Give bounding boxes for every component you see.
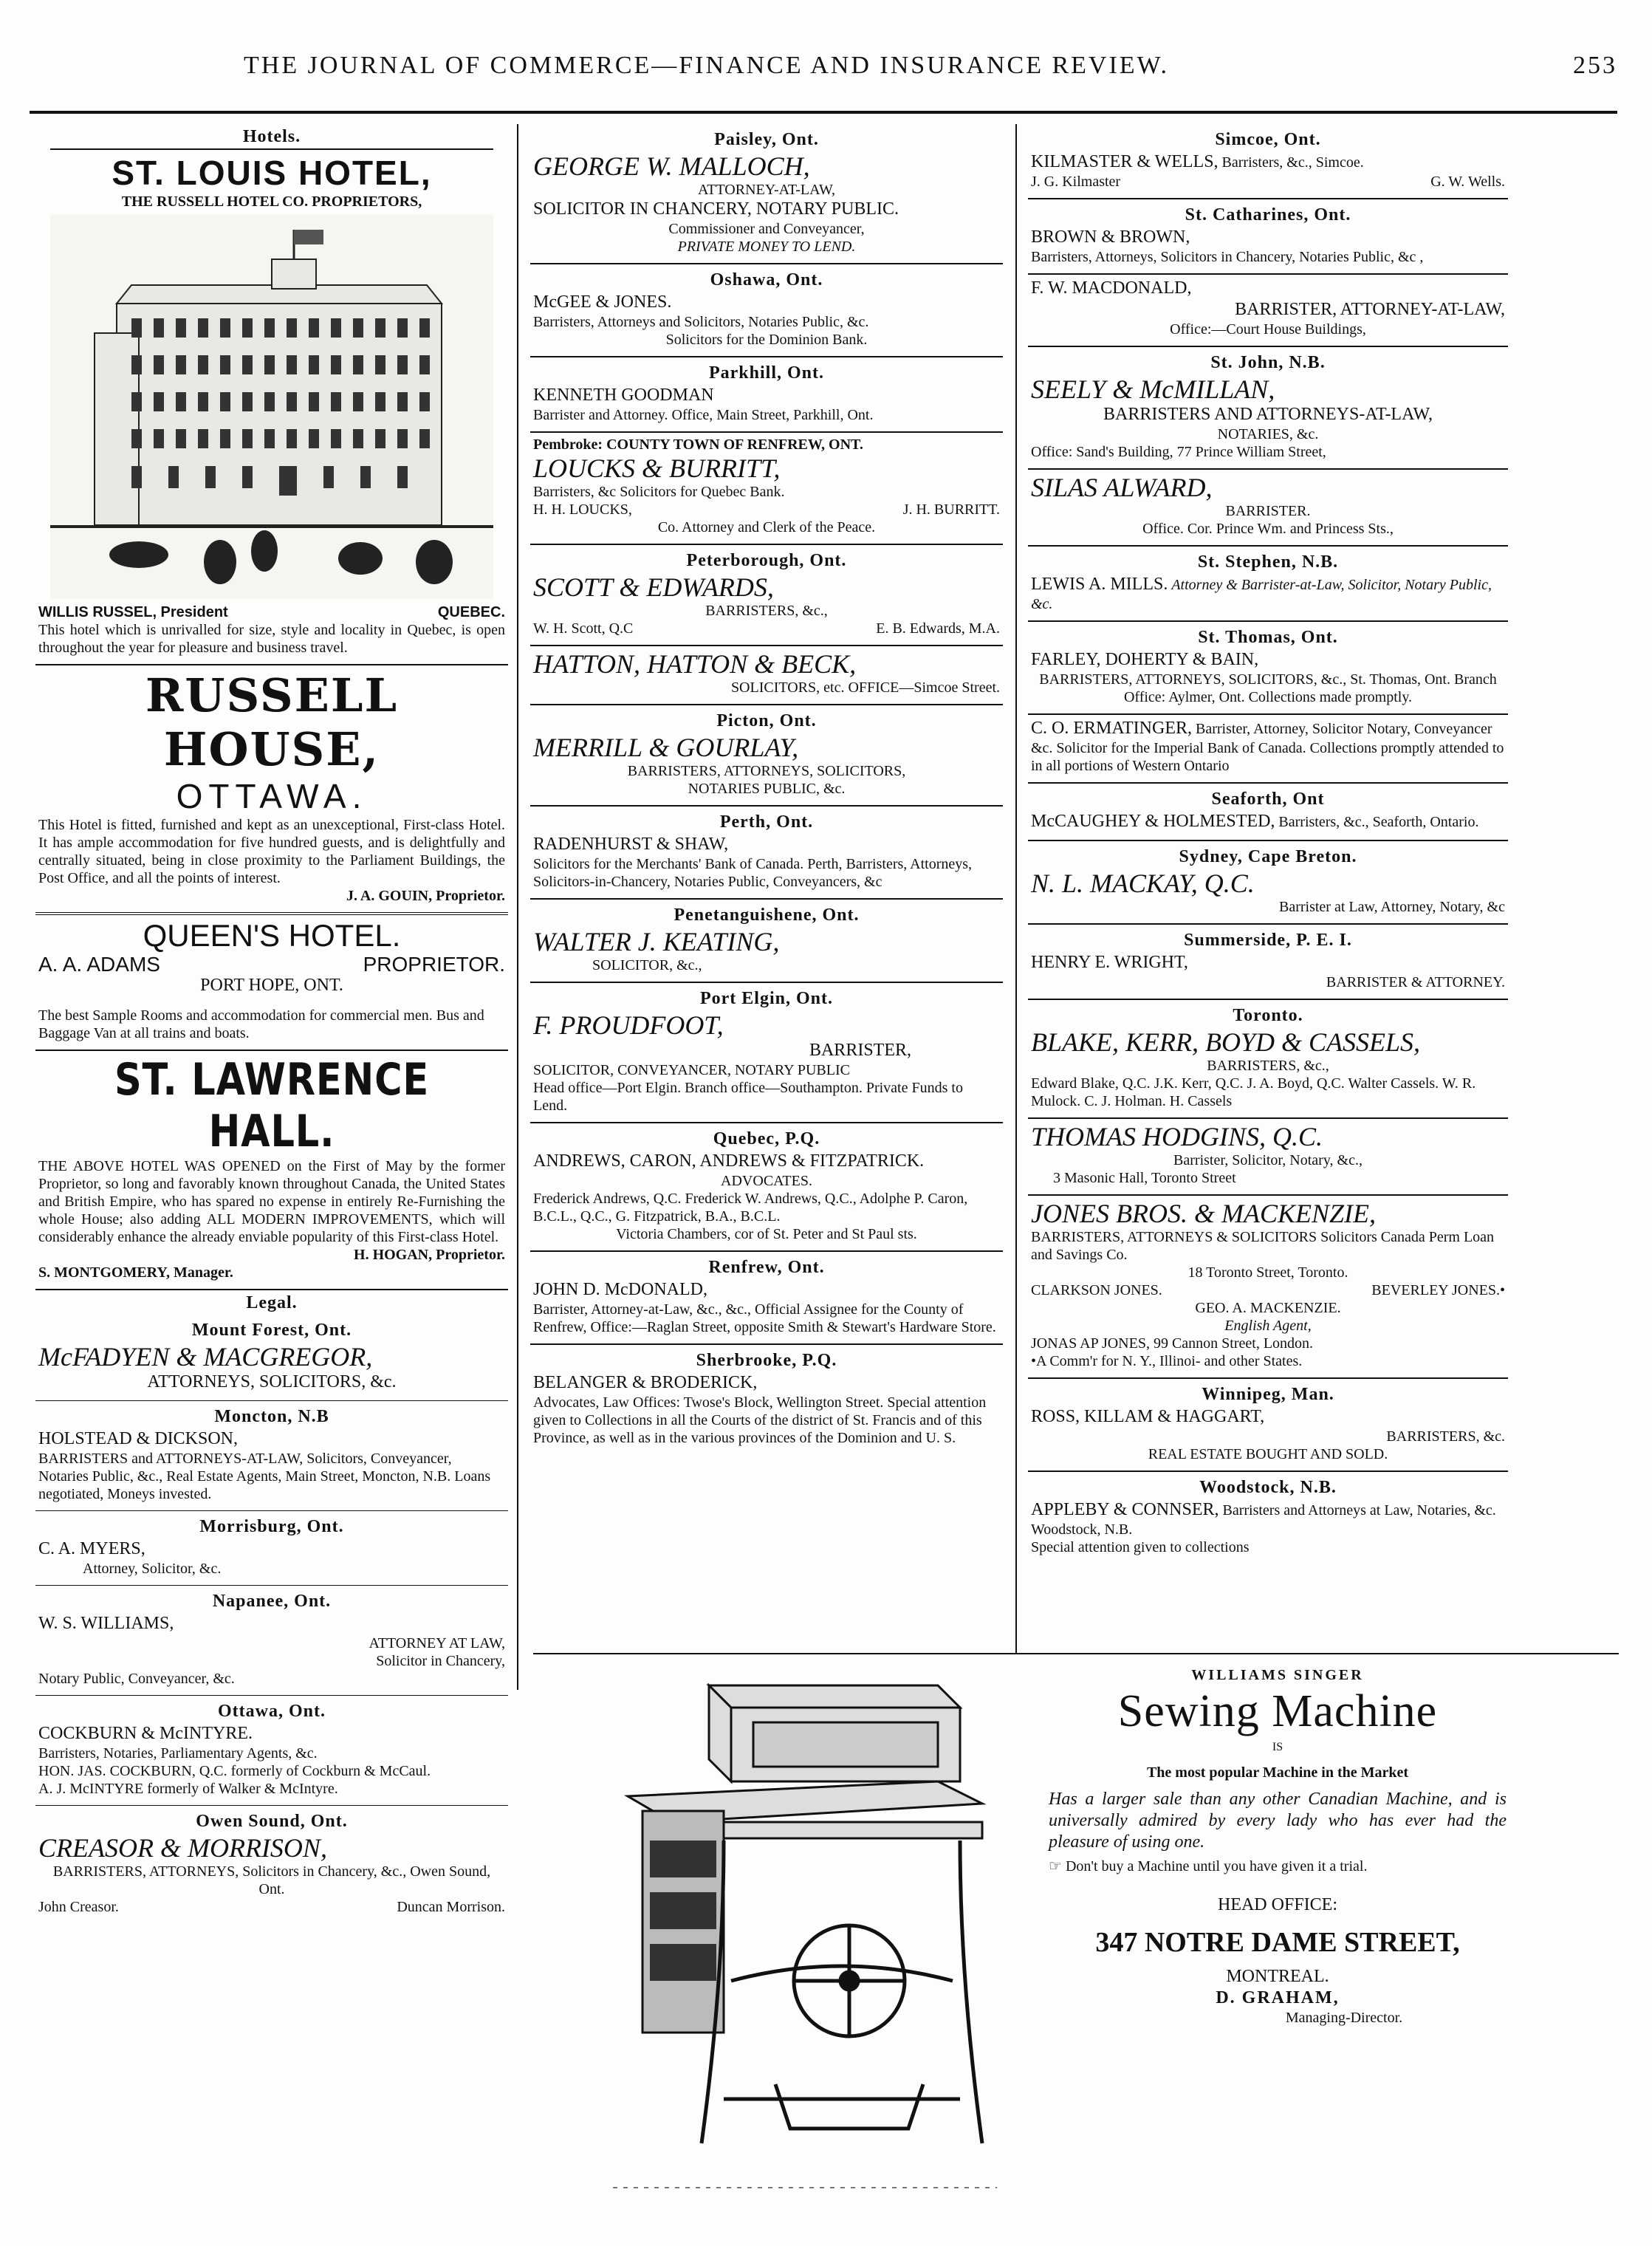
partner: Duncan Morrison. <box>397 1899 505 1915</box>
hotel-building-engraving <box>50 215 493 599</box>
owen-sound-listing <box>35 1806 508 1923</box>
ad-product: Sewing Machine <box>1117 1686 1438 1736</box>
oshawa-listing <box>530 264 1003 357</box>
place-heading: Paisley, Ont. <box>714 130 819 149</box>
firm-desc: Attorney & Barrister-at-Law, Solicitor, Notary Public, &c. <box>1031 577 1492 612</box>
queens-owner: A. A. ADAMS <box>38 953 160 976</box>
place-heading: Pembroke: <box>533 436 603 453</box>
firm-desc: Edward Blake, Q.C. J.K. Kerr, Q.C. J. A. Boyd, Q.C. Walter Cassels. W. R. Mulock. C. J. Holman. H. Cassels <box>1031 1075 1476 1109</box>
st-catharines-listing <box>1028 199 1508 275</box>
partner: E. B. Edwards, M.A. <box>876 620 1000 637</box>
firm-name: HENRY E. WRIGHT, <box>1031 953 1188 972</box>
russell-city: OTTAWA. <box>176 777 368 815</box>
partner: BEVERLEY JONES.• <box>1371 1282 1505 1298</box>
partner: J. H. BURRITT. <box>902 501 1000 518</box>
legal-section-heading: Legal. <box>246 1293 298 1312</box>
ad-rule <box>533 1653 1619 1654</box>
firm-name: SILAS ALWARD, <box>1031 473 1213 502</box>
firm-desc: Barrister and Attorney. Office, Main Street, Parkhill, Ont. <box>533 407 874 423</box>
partner: J. G. Kilmaster <box>1031 174 1121 190</box>
firm-desc: Barrister at Law, Attorney, Notary, &c <box>1278 899 1505 915</box>
place-heading: Oshawa, Ont. <box>710 270 823 290</box>
russell-name: RUSSELL HOUSE, <box>145 668 399 776</box>
port-elgin-listing <box>530 983 1003 1123</box>
firm-desc: 18 Toronto Street, Toronto. <box>1187 1264 1348 1281</box>
place-heading: Perth, Ont. <box>719 812 814 832</box>
partner: HON. JAS. COCKBURN, Q.C. formerly of Cockburn & McCaul. <box>38 1763 431 1779</box>
st-thomas-listing <box>1028 622 1508 715</box>
firm-name: BROWN & BROWN, <box>1031 227 1190 247</box>
place-heading: Moncton, N.B <box>214 1407 329 1426</box>
firm-desc: Barristers and Attorneys at Law, Notaries, &c. Woodstock, N.B. <box>1031 1502 1496 1538</box>
firm-desc: NOTARIES, &c. <box>1217 426 1319 442</box>
st-louis-name: ST. LOUIS HOTEL, <box>112 154 432 192</box>
stlawrence-manager: S. MONTGOMERY, Manager. <box>38 1264 233 1281</box>
queens-hotel-ad <box>35 915 508 1051</box>
firm-name: JOHN D. McDONALD, <box>533 1280 707 1299</box>
firm-desc: SOLICITOR, &c., <box>592 957 702 973</box>
winnipeg-listing <box>1028 1379 1508 1472</box>
column-divider-1 <box>517 124 518 1690</box>
place-heading: Owen Sound, Ont. <box>196 1812 348 1831</box>
ad-city: MONTREAL. <box>1226 1967 1329 1986</box>
firm-desc: REAL ESTATE BOUGHT AND SOLD. <box>1148 1446 1388 1462</box>
firm-name: KILMASTER & WELLS, <box>1031 152 1219 171</box>
firm-name: SCOTT & EDWARDS, <box>533 572 774 602</box>
place-heading: Woodstock, N.B. <box>1199 1478 1337 1497</box>
st-louis-city: QUEBEC. <box>437 604 505 620</box>
partner: GEO. A. MACKENZIE. <box>1195 1300 1341 1316</box>
stlawrence-proprietor: H. HOGAN, Proprietor. <box>354 1247 505 1263</box>
firm-desc: SOLICITOR IN CHANCERY, NOTARY PUBLIC. <box>533 199 899 219</box>
jones-listing <box>1028 1196 1508 1379</box>
firm-desc: ATTORNEYS, SOLICITORS, &c. <box>147 1372 397 1391</box>
firm-desc: Commissioner and Conveyancer, <box>668 221 865 237</box>
place-heading: Port Elgin, Ont. <box>699 989 833 1008</box>
firm-desc: Office: Sand's Building, 77 Prince William Street, <box>1031 444 1326 460</box>
partner: John Creasor. <box>38 1899 119 1915</box>
firm-name: THOMAS HODGINS, Q.C. <box>1031 1122 1323 1151</box>
firm-desc: NOTARIES PUBLIC, &c. <box>688 781 846 797</box>
queens-place: PORT HOPE, ONT. <box>200 976 343 995</box>
st-louis-president: WILLIS RUSSEL, President <box>38 604 228 620</box>
place-heading: Sydney, Cape Breton. <box>1179 847 1357 866</box>
place-heading: Parkhill, Ont. <box>708 363 825 383</box>
firm-desc: BARRISTERS, &c., <box>705 603 828 619</box>
moncton-listing <box>35 1401 508 1511</box>
quebec-listing <box>530 1123 1003 1252</box>
penetanguishene-listing <box>530 900 1003 983</box>
partner: CLARKSON JONES. <box>1031 1282 1162 1298</box>
place-heading: Morrisburg, Ont. <box>199 1517 344 1536</box>
firm-desc: Barristers, Attorneys and Solicitors, Notaries Public, &c. <box>533 314 869 330</box>
st-john-listing <box>1028 347 1508 470</box>
partner: •A Comm'r for N. Y., Illinoi- and other States. <box>1031 1353 1303 1369</box>
firm-desc: Barrister, Solicitor, Notary, &c., <box>1173 1152 1363 1168</box>
firm-name: W. S. WILLIAMS, <box>38 1614 174 1633</box>
firm-name: GEORGE W. MALLOCH, <box>533 151 810 181</box>
firm-name: ANDREWS, CARON, ANDREWS & FITZPATRICK. <box>533 1151 925 1171</box>
firm-desc: BARRISTERS, ATTORNEYS, SOLICITORS, <box>627 763 906 779</box>
firm-name: WALTER J. KEATING, <box>533 927 780 956</box>
place-heading: Penetanguishene, Ont. <box>674 905 860 925</box>
place-heading: Seaforth, Ont <box>1211 790 1325 809</box>
firm-name: KENNETH GOODMAN <box>533 386 714 405</box>
page-header <box>30 52 1617 80</box>
firm-name: BLAKE, KERR, BOYD & CASSELS, <box>1031 1027 1421 1057</box>
mount-forest-listing <box>35 1315 508 1401</box>
firm-desc: Head office—Port Elgin. Branch office—Southampton. Private Funds to Lend. <box>533 1080 963 1114</box>
firm-name: MERRILL & GOURLAY, <box>533 733 799 762</box>
sherbrooke-listing <box>530 1345 1003 1454</box>
firm-desc: BARRISTER, ATTORNEY-AT-LAW, <box>1235 300 1505 319</box>
perth-listing <box>530 807 1003 900</box>
firm-desc: BARRISTERS, ATTORNEYS, SOLICITORS, &c., St. Thomas, Ont. Branch Office: Aylmer, Ont. Collections made promptly. <box>1039 671 1497 705</box>
firm-name: LEWIS A. MILLS. <box>1031 575 1168 594</box>
firm-desc: Barristers, &c., Seaforth, Ontario. <box>1278 814 1479 830</box>
firm-desc: Barristers, &c., Simcoe. <box>1221 154 1364 171</box>
place-heading: Napanee, Ont. <box>212 1592 332 1611</box>
column-3 <box>1028 124 1508 1653</box>
paisley-listing <box>530 124 1003 264</box>
firm-desc: Victoria Chambers, cor of St. Peter and St Paul sts. <box>616 1226 917 1242</box>
place-heading: Peterborough, Ont. <box>686 551 847 570</box>
stlawrence-text: THE ABOVE HOTEL WAS OPENED on the First of May by the former Proprietor, so long and favorably known throughout Canada, the United States and British Empire, who has spared no expense in entirely Re-Furnishing the whole House; also adding ALL MODERN IMPROVEMENTS, which will considerably enhance the already enviable popularity of this First-class Hotel. <box>38 1158 505 1245</box>
napanee-listing <box>35 1586 508 1696</box>
firm-desc: Office:—Court House Buildings, <box>1170 321 1366 338</box>
column-divider-2 <box>1015 124 1017 1653</box>
firm-desc: BARRISTERS, ATTORNEYS, Solicitors in Chancery, &c., Owen Sound, Ont. <box>52 1863 491 1897</box>
firm-name: C. A. MYERS, <box>38 1539 145 1558</box>
firm-name: McCAUGHEY & HOLMESTED, <box>1031 812 1275 831</box>
st-lawrence-hall-ad <box>35 1051 508 1290</box>
morrisburg-listing <box>35 1511 508 1586</box>
ad-address: 347 NOTRE DAME STREET, <box>1095 1927 1460 1958</box>
parkhill-listing <box>530 357 1003 433</box>
firm-desc: Attorney, Solicitor, &c. <box>83 1561 222 1577</box>
place-heading: Renfrew, Ont. <box>708 1258 825 1277</box>
place-heading: Picton, Ont. <box>716 711 817 730</box>
ermatinger-listing <box>1028 715 1508 784</box>
firm-name: HATTON, HATTON & BECK, <box>533 649 857 679</box>
place-heading: St. Stephen, N.B. <box>1197 552 1339 572</box>
firm-desc: BARRISTERS and ATTORNEYS-AT-LAW, Solicitors, Conveyancer, Notaries Public, &c., Real Estate Agents, Main Street, Moncton, N.B. Loans negotiated, Moneys invested. <box>38 1451 491 1502</box>
header-rule <box>30 111 1617 114</box>
russell-proprietor: J. A. GOUIN, Proprietor. <box>346 888 505 904</box>
sewing-machine-engraving <box>613 1671 997 2202</box>
ad-manager: D. GRAHAM, <box>1216 1988 1340 2007</box>
firm-desc: BARRISTER. <box>1225 503 1311 519</box>
place-heading: Simcoe, Ont. <box>1215 130 1321 149</box>
partner: A. J. McINTYRE formerly of Walker & McIntyre. <box>38 1781 338 1797</box>
firm-name: JONES BROS. & MACKENZIE, <box>1031 1199 1376 1228</box>
place-heading: Summerside, P. E. I. <box>1184 931 1352 950</box>
partner: W. H. Scott, Q.C <box>533 620 634 637</box>
singer-advertisement <box>1049 1666 1507 2027</box>
firm-name: APPLEBY & CONNSER, <box>1031 1500 1219 1519</box>
firm-sub: ATTORNEY-AT-LAW, <box>698 182 835 198</box>
firm-desc: 3 Masonic Hall, Toronto Street <box>1053 1170 1236 1186</box>
firm-desc: Barristers, &c Solicitors for Quebec Bank. <box>533 484 785 500</box>
sydney-listing <box>1028 841 1508 925</box>
pointing-hand-icon: ☞ <box>1049 1858 1062 1874</box>
firm-desc: Barrister, Attorney-at-Law, &c., &c., Official Assignee for the County of Renfrew, Office:—Raglan Street, opposite Smith & Stewart's Hardware Store. <box>533 1301 996 1335</box>
column-1 <box>35 124 508 1915</box>
partner: English Agent, <box>1224 1318 1312 1334</box>
place-sub: COUNTY TOWN OF RENFREW, ONT. <box>606 436 863 453</box>
firm-desc: BARRISTERS, ATTORNEYS & SOLICITORS Solicitors Canada Perm Loan and Savings Co. <box>1031 1229 1495 1263</box>
place-heading: Winnipeg, Man. <box>1202 1385 1334 1404</box>
ad-body: Has a larger sale than any other Canadian Machine, and is universally admired by every lady who has ever had the pleasure of using one. <box>1049 1790 1507 1852</box>
ad-tagline: The most popular Machine in the Market <box>1146 1764 1409 1781</box>
woodstock-listing <box>1028 1472 1508 1564</box>
firm-name: ROSS, KILLAM & HAGGART, <box>1031 1407 1265 1426</box>
firm-name: F. PROUDFOOT, <box>533 1010 724 1040</box>
queens-text: The best Sample Rooms and accommodation for commercial men. Bus and Baggage Van at all trains and boats. <box>38 1007 484 1041</box>
firm-name: RADENHURST & SHAW, <box>533 835 729 854</box>
place-heading: Quebec, P.Q. <box>713 1129 820 1148</box>
stlawrence-name: ST. LAWRENCE HALL. <box>114 1054 430 1157</box>
journal-title: THE JOURNAL OF COMMERCE—FINANCE AND INSURANCE REVIEW. <box>244 52 1170 79</box>
st-louis-proprietors: THE RUSSELL HOTEL CO. PROPRIETORS, <box>121 194 422 210</box>
peterborough-listing <box>530 545 1003 646</box>
firm-name: LOUCKS & BURRITT, <box>533 453 781 483</box>
firm-desc: PRIVATE MONEY TO LEND. <box>677 239 856 255</box>
firm-desc: Solicitors for the Dominion Bank. <box>665 332 868 348</box>
firm-desc: Barrister, Attorney, Solicitor Notary, Conveyancer &c. Solicitor for the Imperial Bank of Canada. Collections promptly attended to in all portions of Western Ontario <box>1031 721 1504 774</box>
firm-name: F. W. MACDONALD, <box>1031 278 1192 298</box>
firm-name: BELANGER & BRODERICK, <box>533 1373 758 1392</box>
firm-desc: Office. Cor. Prince Wm. and Princess Sts., <box>1142 521 1394 537</box>
russell-house-ad <box>35 665 508 915</box>
picton-listing <box>530 705 1003 807</box>
firm-desc: Frederick Andrews, Q.C. Frederick W. Andrews, Q.C., Adolphe P. Caron, B.C.L., Q.C., G. Fitzpatrick, B.A., B.C.L. <box>533 1191 968 1225</box>
st-louis-text: This hotel which is unrivalled for size, style and locality in Quebec, is open throughout the year for pleasure and business travel. <box>38 622 505 656</box>
firm-name: COCKBURN & McINTYRE. <box>38 1724 253 1743</box>
ad-brand: WILLIAMS SINGER <box>1191 1667 1364 1683</box>
firm-sub: ADVOCATES. <box>721 1173 812 1189</box>
simcoe-listing <box>1028 124 1508 199</box>
firm-desc: Advocates, Law Offices: Twose's Block, Wellington Street. Special attention given to Collections in all the Courts of the district of St. Francis and of this Province, as well as in the various provinces of the Dominion and U. S. <box>533 1394 987 1446</box>
firm-desc: Notary Public, Conveyancer, &c. <box>38 1671 235 1687</box>
ad-head-office: HEAD OFFICE: <box>1217 1895 1337 1914</box>
alward-listing <box>1028 470 1508 547</box>
firm-desc: ATTORNEY AT LAW, <box>369 1635 505 1651</box>
russell-text: This Hotel is fitted, furnished and kept as an unexceptional, First-class Hotel. It has ample accommodation for five hundred guests, and is delightfully and centrally situated, being in close proximity to the Parliament Buildings, the Post Office, and all the points of interest. <box>38 817 505 886</box>
place-heading: Sherbrooke, P.Q. <box>696 1351 837 1370</box>
firm-name: SEELY & McMILLAN, <box>1031 374 1275 404</box>
column-2 <box>530 124 1003 1653</box>
firm-desc: SOLICITOR, CONVEYANCER, NOTARY PUBLIC <box>533 1062 850 1078</box>
place-heading: Mount Forest, Ont. <box>191 1321 352 1340</box>
partner: JONAS AP JONES, 99 Cannon Street, London. <box>1031 1335 1314 1352</box>
hotels-section-heading: Hotels. <box>242 127 301 146</box>
hodgins-listing <box>1028 1119 1508 1196</box>
firm-name: C. O. ERMATINGER, <box>1031 719 1193 738</box>
st-stephen-listing <box>1028 547 1508 622</box>
queens-name: QUEEN'S HOTEL. <box>143 918 401 953</box>
place-heading: St. Catharines, Ont. <box>1185 205 1351 225</box>
pembroke-listing <box>530 433 1003 545</box>
st-louis-hotel-ad <box>35 150 508 665</box>
seaforth-listing <box>1028 784 1508 841</box>
partner: H. H. LOUCKS, <box>533 501 632 518</box>
partner: G. W. Wells. <box>1430 174 1505 190</box>
renfrew-listing <box>530 1252 1003 1345</box>
ad-is: IS <box>1272 1741 1283 1753</box>
ad-manager-title: Managing-Director. <box>1285 2010 1403 2026</box>
summerside-listing <box>1028 925 1508 1000</box>
place-heading: Toronto. <box>1233 1006 1303 1025</box>
firm-desc: Co. Attorney and Clerk of the Peace. <box>657 519 876 535</box>
firm-desc: BARRISTER & ATTORNEY. <box>1326 974 1505 990</box>
firm-desc: Barristers, Notaries, Parliamentary Agents, &c. <box>38 1745 318 1761</box>
ad-warning: Don't buy a Machine until you have given it a trial. <box>1065 1858 1368 1874</box>
firm-name: McFADYEN & MACGREGOR, <box>38 1342 373 1372</box>
toronto-listing <box>1028 1000 1508 1119</box>
place-heading: St. Thomas, Ont. <box>1198 628 1338 647</box>
place-heading: Ottawa, Ont. <box>218 1702 326 1721</box>
macdonald-listing <box>1028 275 1508 347</box>
ottawa-listing <box>35 1696 508 1806</box>
hatton-listing <box>530 646 1003 705</box>
firm-name: McGEE & JONES. <box>533 292 672 312</box>
firm-desc: BARRISTERS AND ATTORNEYS-AT-LAW, <box>1103 405 1433 424</box>
firm-name: FARLEY, DOHERTY & BAIN, <box>1031 650 1259 669</box>
firm-desc: Barristers, Attorneys, Solicitors in Chancery, Notaries Public, &c , <box>1031 249 1424 265</box>
firm-desc: SOLICITORS, etc. OFFICE—Simcoe Street. <box>730 679 1000 696</box>
firm-desc: BARRISTERS, &c., <box>1207 1058 1329 1074</box>
page-number: 253 <box>1573 52 1617 79</box>
queens-role: PROPRIETOR. <box>363 953 505 976</box>
firm-desc: Solicitor in Chancery, <box>376 1653 505 1669</box>
firm-desc: BARRISTERS, &c. <box>1386 1428 1505 1445</box>
firm-desc: Special attention given to collections <box>1031 1539 1250 1555</box>
place-heading: St. John, N.B. <box>1210 353 1326 372</box>
firm-name: CREASOR & MORRISON, <box>38 1833 327 1863</box>
firm-name: N. L. MACKAY, Q.C. <box>1031 869 1255 898</box>
firm-desc: Solicitors for the Merchants' Bank of Canada. Perth, Barristers, Attorneys, Solicitors-in-Chancery, Notaries Public, Conveyancers, &c <box>533 856 973 890</box>
firm-sub: BARRISTER, <box>809 1041 911 1060</box>
firm-name: HOLSTEAD & DICKSON, <box>38 1429 238 1448</box>
